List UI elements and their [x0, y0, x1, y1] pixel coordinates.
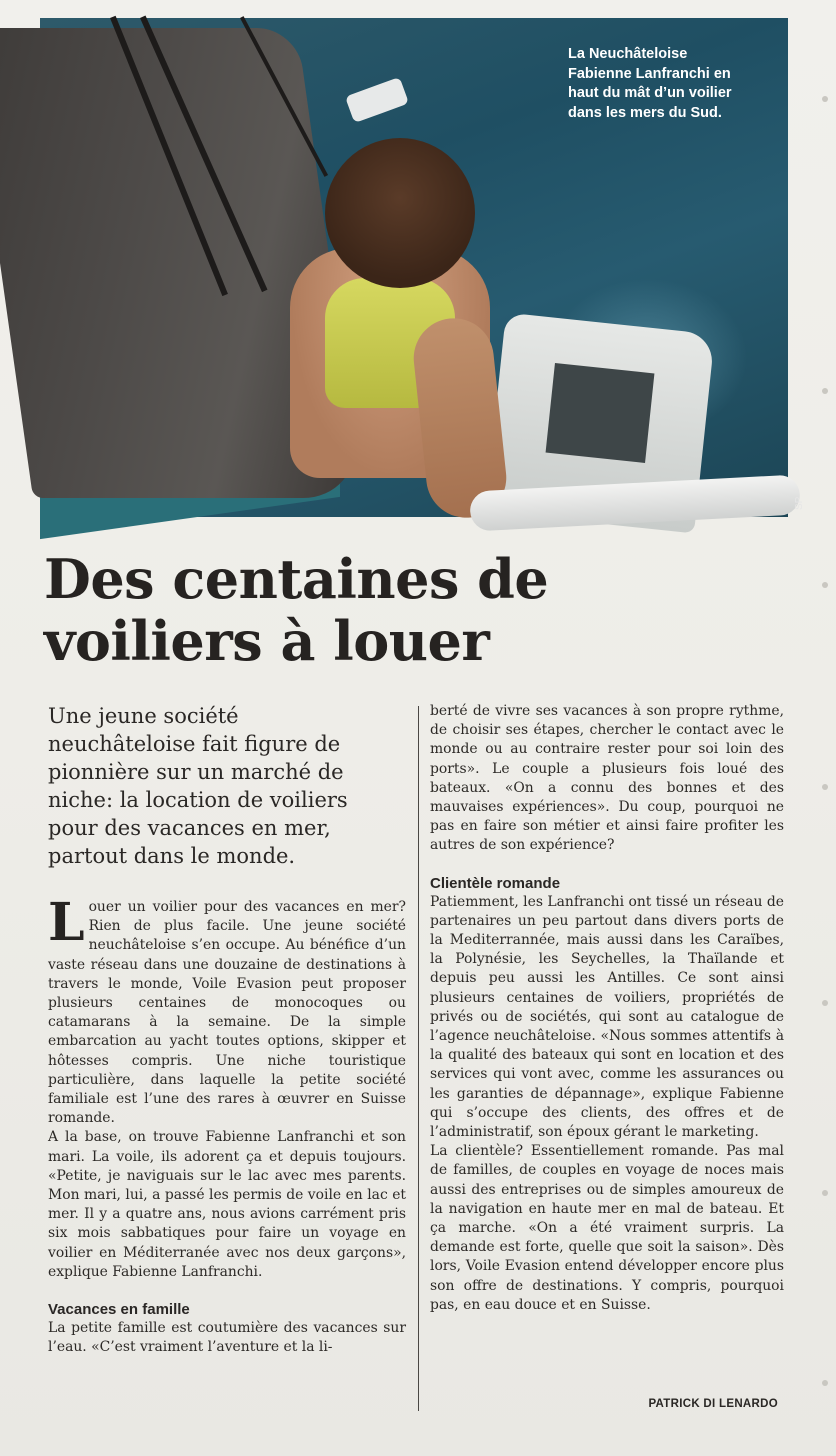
punch-hole	[822, 1380, 828, 1386]
punch-hole	[822, 96, 828, 102]
paragraph-2: A la base, on trouve Fabienne Lanfranchi et son mari. La voile, ils adorent ça et depuis toujours. «Petite, je naviguais sur le lac avec mes parents. Mon mari, lui, a passé les permis de voile en lac et mer. Il y a quatre ans, nous avions carrément pris six mois sabbatiques pour faire un voyage en voilier en Méditerranée avec nos deux garçons», explique Fabienne Lanfranchi.	[48, 1129, 406, 1280]
right-column	[430, 702, 784, 1315]
paragraph-1	[48, 892, 406, 1128]
article-lead: Une jeune société neuchâteloise fait figure de pionnière sur un marché de niche: la location de voiliers pour des vacances en mer, partout dans le monde.	[48, 704, 348, 868]
headline: Des centaines de voiliers à louer	[44, 547, 549, 673]
catamaran-deck	[546, 363, 655, 463]
photo-caption: La Neuchâteloise Fabienne Lanfranchi en haut du mât d’un voilier dans les mers du Sud.	[568, 46, 732, 121]
climber-head	[325, 138, 475, 288]
paragraph-3-start: La petite famille est coutumière des vacances sur l’eau. «C’est vraiment l’aventure et la li-	[48, 1320, 406, 1356]
punch-hole	[822, 582, 828, 588]
author-byline: PATRICK DI LENARDO	[648, 1398, 778, 1410]
distant-boat	[345, 77, 409, 123]
paragraph-4: Patiemment, les Lanfranchi ont tissé un réseau de partenaires un peu partout dans divers ports de la Mediterrannée, mais aussi dans les Caraïbes, la Polynésie, les Seychelles, la Thaïlande et depuis peu aussi les Antilles. Ce sont ainsi plusieurs centaines de voiliers, propriétés de privés ou de sociétés, qui sont au catalogue de l’agence neuchâteloise. «Nous sommes attentifs à la qualité des bateaux qui sont en location et des services qui vont avec, comme les assurances ou les garanties de dépannage», explique Fabienne qui s’occupe des clients, des offres et de l’administratif, son époux gérant le marketing.	[430, 893, 784, 1141]
photo-credit: SP	[794, 496, 805, 510]
column-divider	[418, 706, 419, 1411]
punch-hole	[822, 388, 828, 394]
subhead-clientele: Clientèle romande	[430, 874, 561, 892]
subhead-vacances: Vacances en famille	[48, 1301, 190, 1319]
punch-hole	[822, 784, 828, 790]
punch-hole	[822, 1190, 828, 1196]
drop-cap: L	[48, 892, 85, 953]
article-photo	[40, 18, 805, 517]
paragraph-1-text: ouer un voilier pour des vacances en mer? Rien de plus facile. Une jeune société neuchâteloise s’en occupe. Au bénéfice d’un vaste réseau dans une douzaine de destinations à travers le monde, Voile Evasion peut proposer plusieurs centaines de monocoques ou catamarans à la semaine. De la simple embarcation au yacht toutes options, skipper et hôtesses compris. Une niche touristique particulière, dans laquelle la petite société familiale est l’une des rares à œuvrer en Suisse romande.	[48, 899, 406, 1127]
left-column	[48, 702, 406, 1357]
paragraph-3-end: berté de vivre ses vacances à son propre rythme, de choisir ses étapes, chercher le contact avec le monde ou au contraire rester pour soi loin des ports». Le couple a plusieurs fois loué des bateaux. «On a connu des bonnes et des mauvaises expériences». Du coup, pourquoi ne pas en faire son métier et ainsi faire profiter les autres de son expérience?	[430, 703, 784, 854]
punch-hole	[822, 1000, 828, 1006]
paragraph-5: La clientèle? Essentiellement romande. Pas mal de familles, de couples en voyage de noces mais aussi des entreprises ou de simples amoureux de la navigation en haute mer en mal de bateau. Et ça marche. «On a été vraiment surpris. La demande est forte, quelle que soit la saison». Dès lors, Voile Evasion entend développer encore plus son offre de destinations. Y compris, pourquoi pas, en eau douce et en Suisse.	[430, 1143, 784, 1313]
